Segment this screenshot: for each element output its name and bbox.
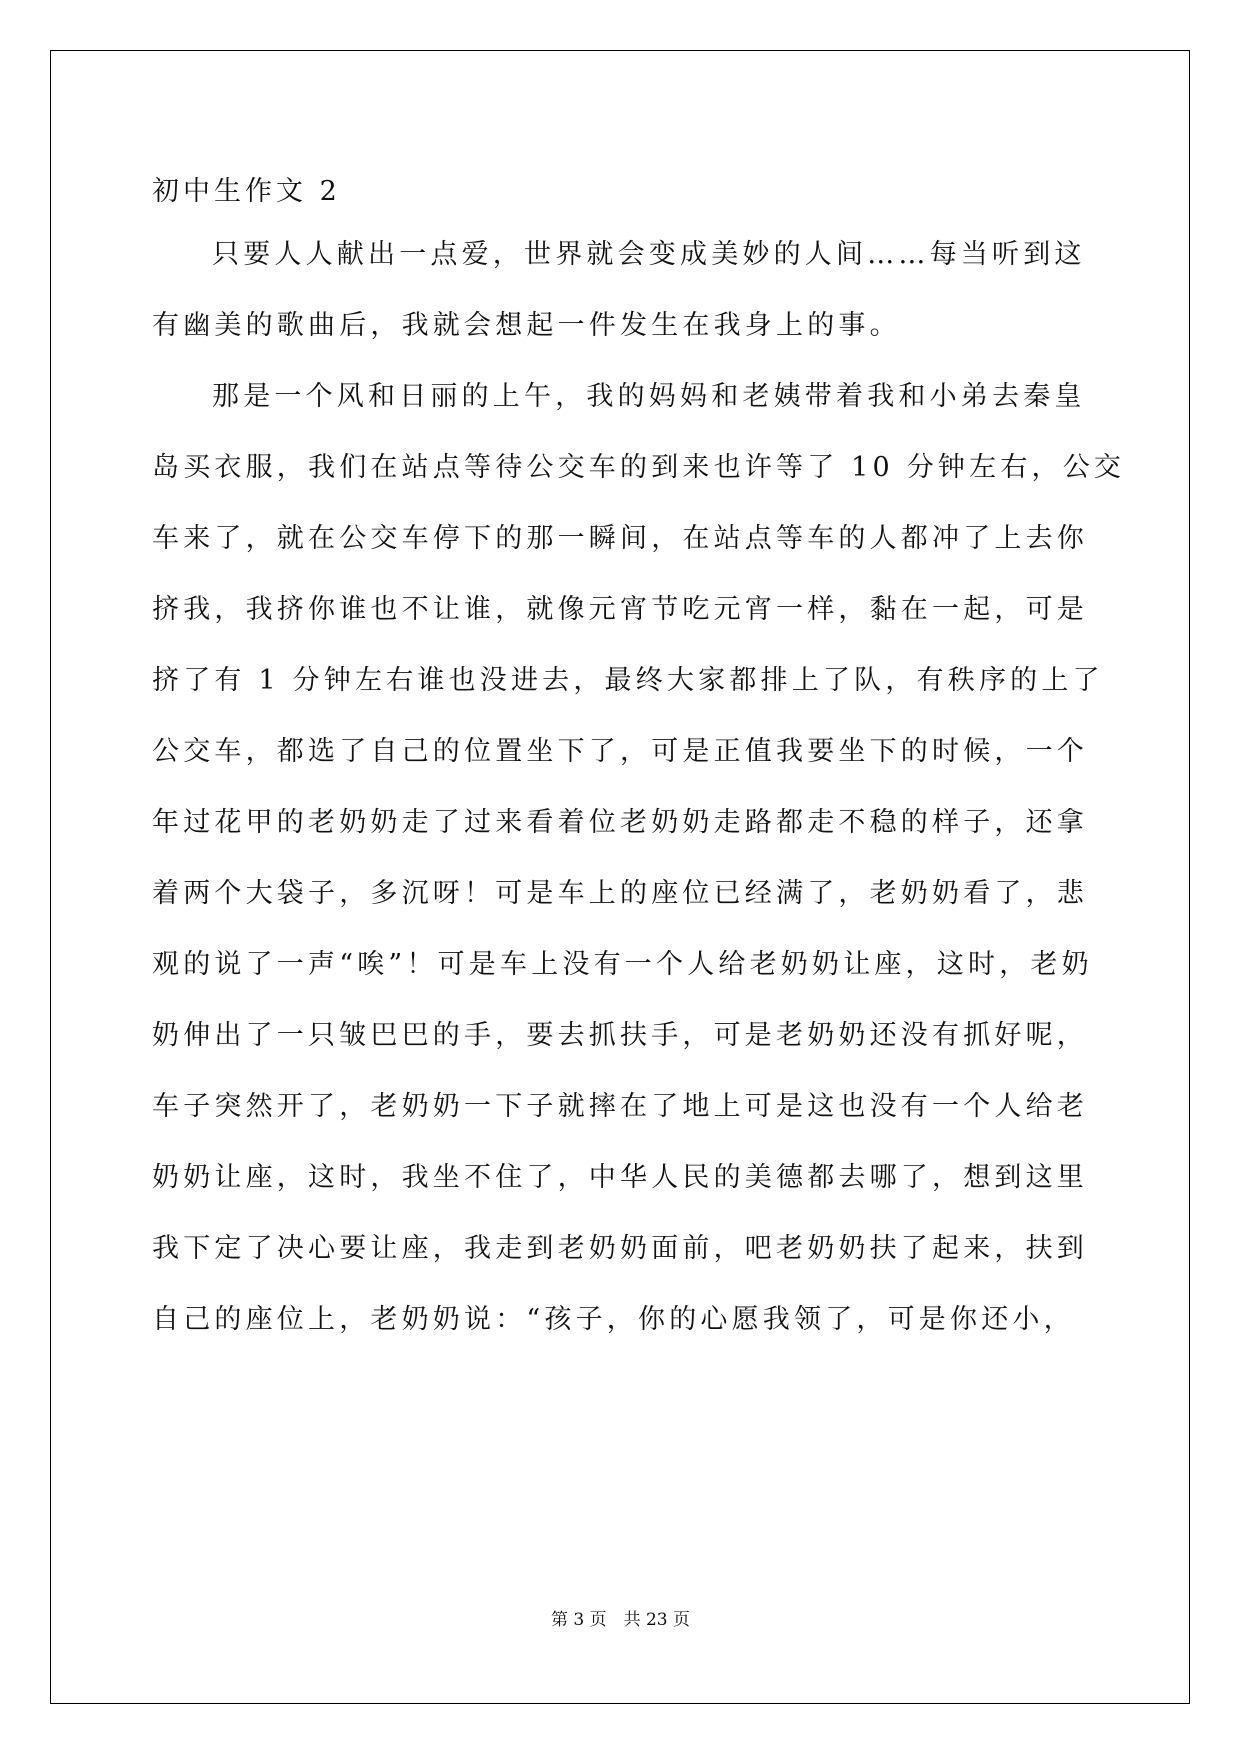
page-number: 第 3 页 共 23 页	[550, 1610, 691, 1630]
text-line: 车来了，就在公交车停下的那一瞬间，在站点等车的人都冲了上去你	[152, 523, 1088, 554]
text-line: 挤我，我挤你谁也不让谁，就像元宵节吃元宵一样，黏在一起，可是	[152, 594, 1088, 625]
text-line: 观的说了一声“唉”！可是车上没有一个人给老奶奶让座，这时，老奶	[152, 949, 1093, 980]
text-line: 车子突然开了，老奶奶一下子就摔在了地上可是这也没有一个人给老	[152, 1091, 1088, 1122]
text-line: 那是一个风和日丽的上午，我的妈妈和老姨带着我和小弟去秦皇	[212, 381, 1086, 412]
text-line: 只要人人献出一点爱，世界就会变成美妙的人间……每当听到这	[212, 239, 1086, 270]
text-line: 着两个大袋子，多沉呀！可是车上的座位已经满了，老奶奶看了，悲	[152, 878, 1088, 909]
text-line: 我下定了决心要让座，我走到老奶奶面前，吧老奶奶扶了起来，扶到	[152, 1233, 1088, 1264]
text-line: 挤了有 1 分钟左右谁也没进去，最终大家都排上了队，有秩序的上了	[152, 665, 1104, 696]
text-line: 奶奶让座，这时，我坐不住了，中华人民的美德都去哪了，想到这里	[152, 1162, 1088, 1193]
text-line: 年过花甲的老奶奶走了过来看着位老奶奶走路都走不稳的样子，还拿	[152, 807, 1088, 838]
text-line: 有幽美的歌曲后，我就会想起一件发生在我身上的事。	[152, 310, 901, 341]
text-line: 公交车，都选了自己的位置坐下了，可是正值我要坐下的时候，一个	[152, 736, 1088, 767]
text-line: 奶伸出了一只皱巴巴的手，要去抓扶手，可是老奶奶还没有抓好呢，	[152, 1020, 1088, 1051]
text-line: 岛买衣服，我们在站点等待公交车的到来也许等了 10 分钟左右，公交	[152, 452, 1126, 483]
essay-title: 初中生作文 2	[152, 176, 341, 207]
text-line: 自己的座位上，老奶奶说：“孩子，你的心愿我领了，可是你还小，	[152, 1304, 1075, 1335]
